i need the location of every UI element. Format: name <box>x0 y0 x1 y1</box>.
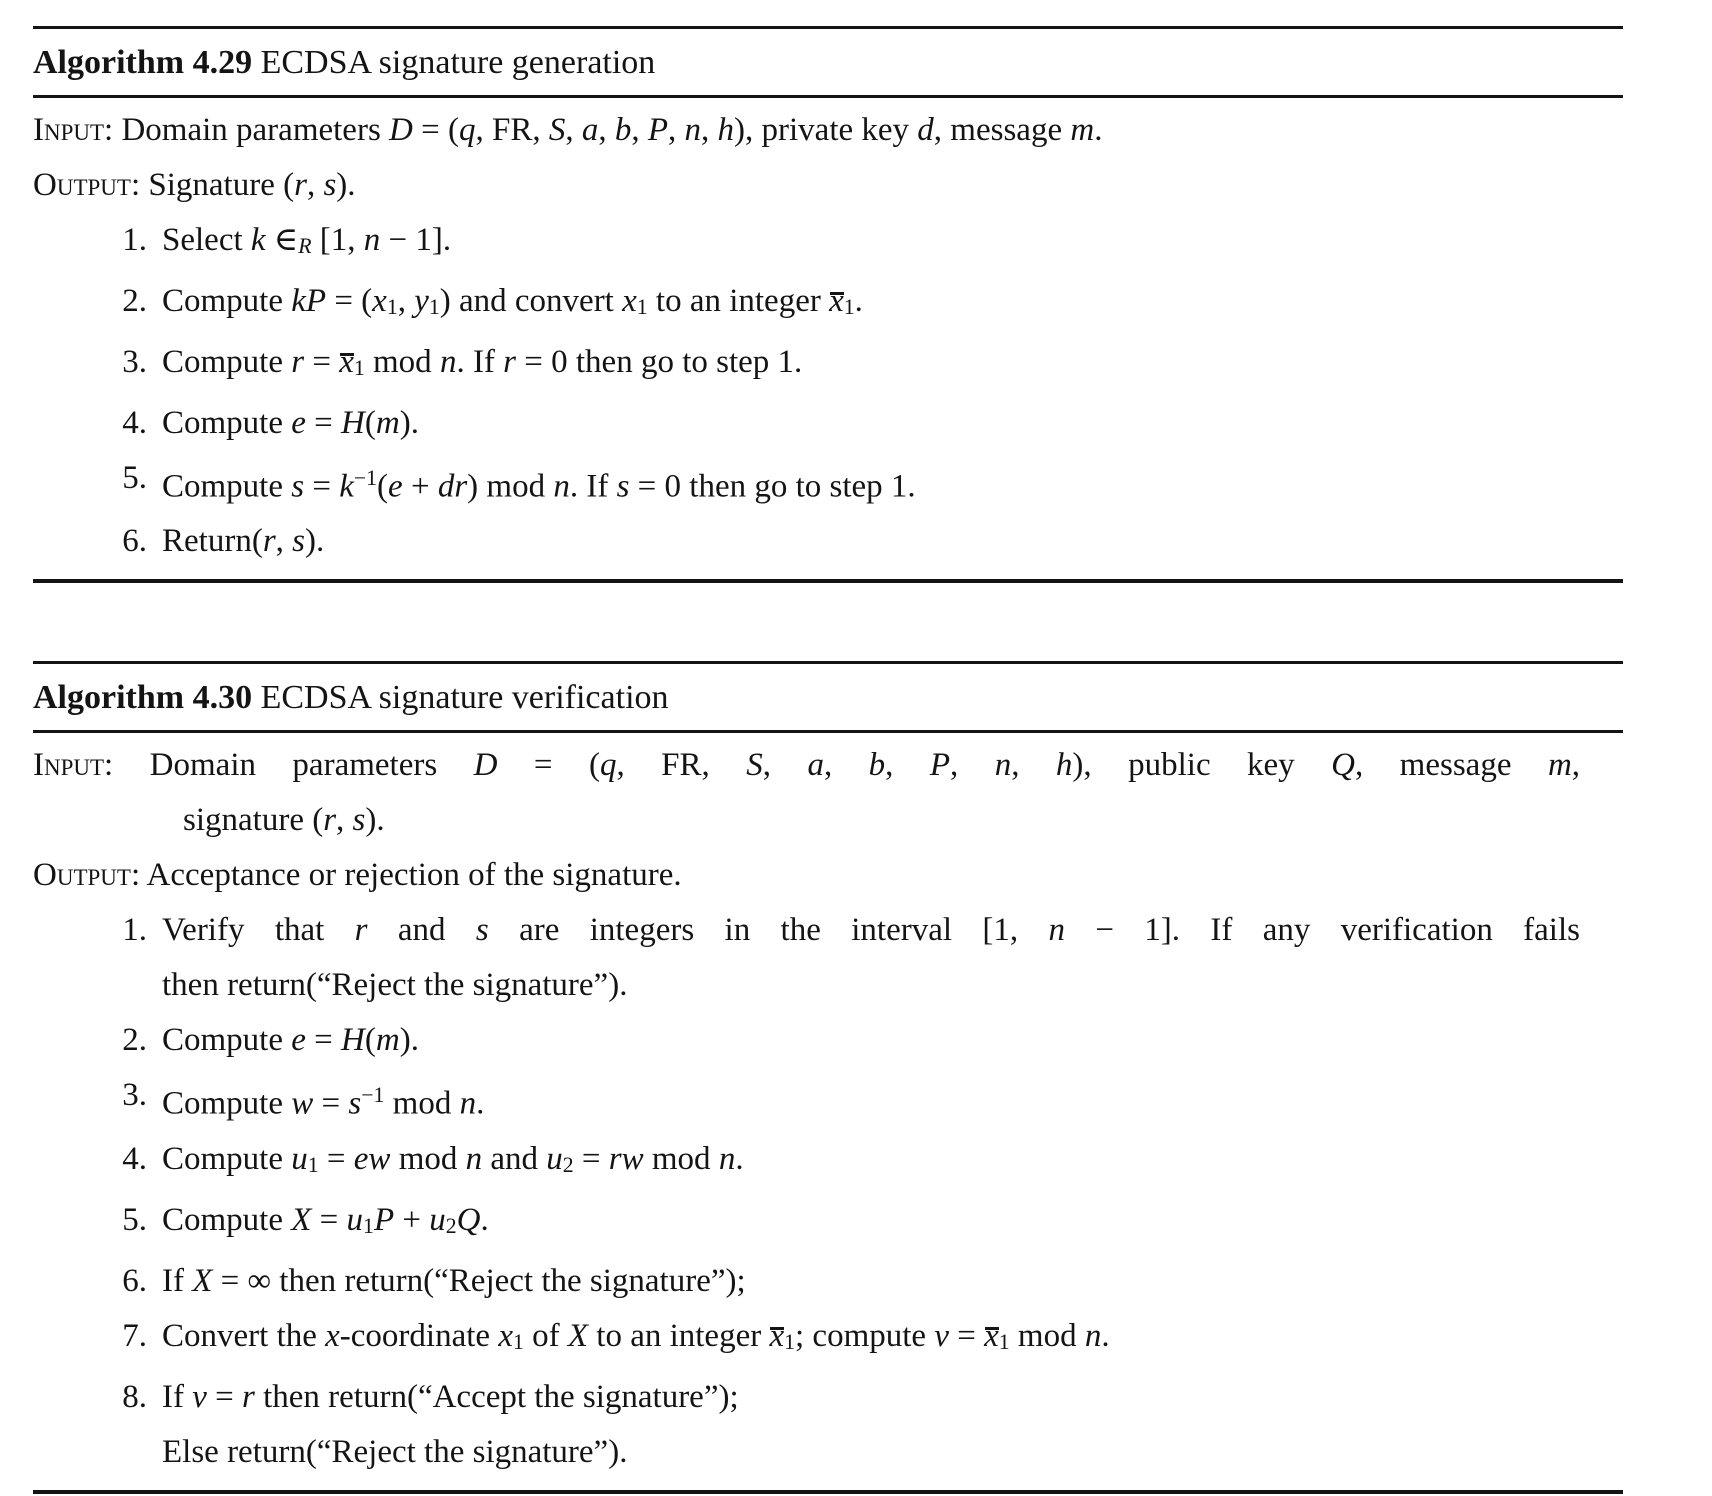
step-body <box>162 514 1623 569</box>
step-line: Compute e = H(m). <box>162 405 419 442</box>
step-line: Compute $s = k^{-1}(e + dr)$ mod n. If s = 0 then go to step 1. <box>162 466 916 505</box>
step-line: then return(“Reject the signature”). <box>162 967 628 1004</box>
step-number: 6. <box>122 1262 147 1299</box>
algorithm-step <box>33 1254 1623 1309</box>
algorithm-step <box>33 335 1623 396</box>
step-body <box>162 1132 1623 1193</box>
output-line: Output: Acceptance or rejection of the signature. <box>33 857 682 894</box>
algorithm-step <box>33 274 1623 335</box>
algorithm-step <box>33 396 1623 451</box>
algorithm-number: Algorithm 4.29 <box>33 44 253 81</box>
step-number: 1. <box>122 222 147 258</box>
step-body <box>162 274 1623 335</box>
step-number: 4. <box>122 405 147 442</box>
step-number: 5. <box>122 460 147 497</box>
input-line: Input: Domain parameters D = (q, FR, S, a, b, P, n, h), public key Q, message m, <box>33 747 1581 784</box>
algorithm-box-4-29 <box>33 26 1623 583</box>
step-line: Select k ∈R [1, n − 1]. <box>162 222 452 259</box>
algorithm-header <box>33 664 1623 733</box>
algorithm-step <box>33 451 1623 514</box>
algorithm-step <box>33 213 1623 274</box>
step-body <box>162 396 1623 451</box>
algorithm-step <box>33 1013 1623 1068</box>
algorithm-number: Algorithm 4.30 <box>33 679 253 717</box>
algorithm-title: ECDSA signature generation <box>252 44 656 81</box>
step-number: 4. <box>122 1140 147 1177</box>
step-number: 3. <box>122 344 147 381</box>
step-body <box>162 213 1623 274</box>
output-line: Output: Signature (r, s). <box>33 167 356 203</box>
algorithm-step <box>33 1370 1623 1480</box>
step-line: Verify that r and s are integers in the interval [1, n − 1]. If any verification fails <box>162 912 1580 949</box>
step-line: If v = r then return(“Accept the signature”); <box>162 1378 739 1415</box>
step-body <box>162 451 1623 514</box>
step-body <box>162 1309 1623 1370</box>
spacer <box>33 583 1712 661</box>
step-line: Compute r = x1 mod n. If r = 0 then go to step 1. <box>162 344 803 381</box>
algorithm-step <box>33 1193 1623 1254</box>
step-number: 8. <box>122 1378 147 1415</box>
step-line: Compute e = H(m). <box>162 1022 419 1059</box>
step-number: 3. <box>122 1077 147 1114</box>
step-body <box>162 1370 1623 1480</box>
input-line: Input: Domain parameters D = (q, FR, S, a, b, P, n, h), private key d, message m. <box>33 112 1103 148</box>
algorithm-header <box>33 29 1623 98</box>
algorithm-title: ECDSA signature verification <box>252 679 669 717</box>
step-line: Else return(“Reject the signature”). <box>162 1433 628 1470</box>
step-body <box>162 903 1623 1013</box>
step-number: 2. <box>122 1022 147 1059</box>
step-body <box>162 335 1623 396</box>
step-body <box>162 1193 1623 1254</box>
algorithm-step <box>33 903 1623 1013</box>
step-line: Compute X = u1P + u2Q. <box>162 1201 489 1238</box>
step-number: 6. <box>122 523 147 560</box>
step-body <box>162 1013 1623 1068</box>
step-body <box>162 1068 1623 1131</box>
step-number: 7. <box>122 1317 147 1354</box>
step-line: Compute u1 = ew mod n and u2 = rw mod n. <box>162 1140 744 1177</box>
step-line: Compute $w = s^{-1}$ mod n. <box>162 1083 485 1122</box>
step-number: 2. <box>122 283 147 320</box>
step-number: 5. <box>122 1201 147 1238</box>
algorithm-body <box>33 733 1623 1493</box>
algorithm-box-4-30 <box>33 661 1623 1493</box>
step-line: Compute kP = (x1, y1) and convert x1 to an integer x1. <box>162 283 863 320</box>
step-line: If X = ∞ then return(“Reject the signature”); <box>162 1262 746 1299</box>
step-line: Convert the x-coordinate x1 of X to an integer x1; compute v = x1 mod n. <box>162 1317 1110 1354</box>
algorithm-step <box>33 1068 1623 1131</box>
algorithm-step <box>33 514 1623 569</box>
step-body <box>162 1254 1623 1309</box>
algorithm-step <box>33 1309 1623 1370</box>
step-number: 1. <box>122 912 147 949</box>
algorithm-step <box>33 1132 1623 1193</box>
algorithm-body <box>33 98 1623 583</box>
input-continuation-line: signature (r, s). <box>183 802 385 839</box>
step-line: Return(r, s). <box>162 523 325 560</box>
